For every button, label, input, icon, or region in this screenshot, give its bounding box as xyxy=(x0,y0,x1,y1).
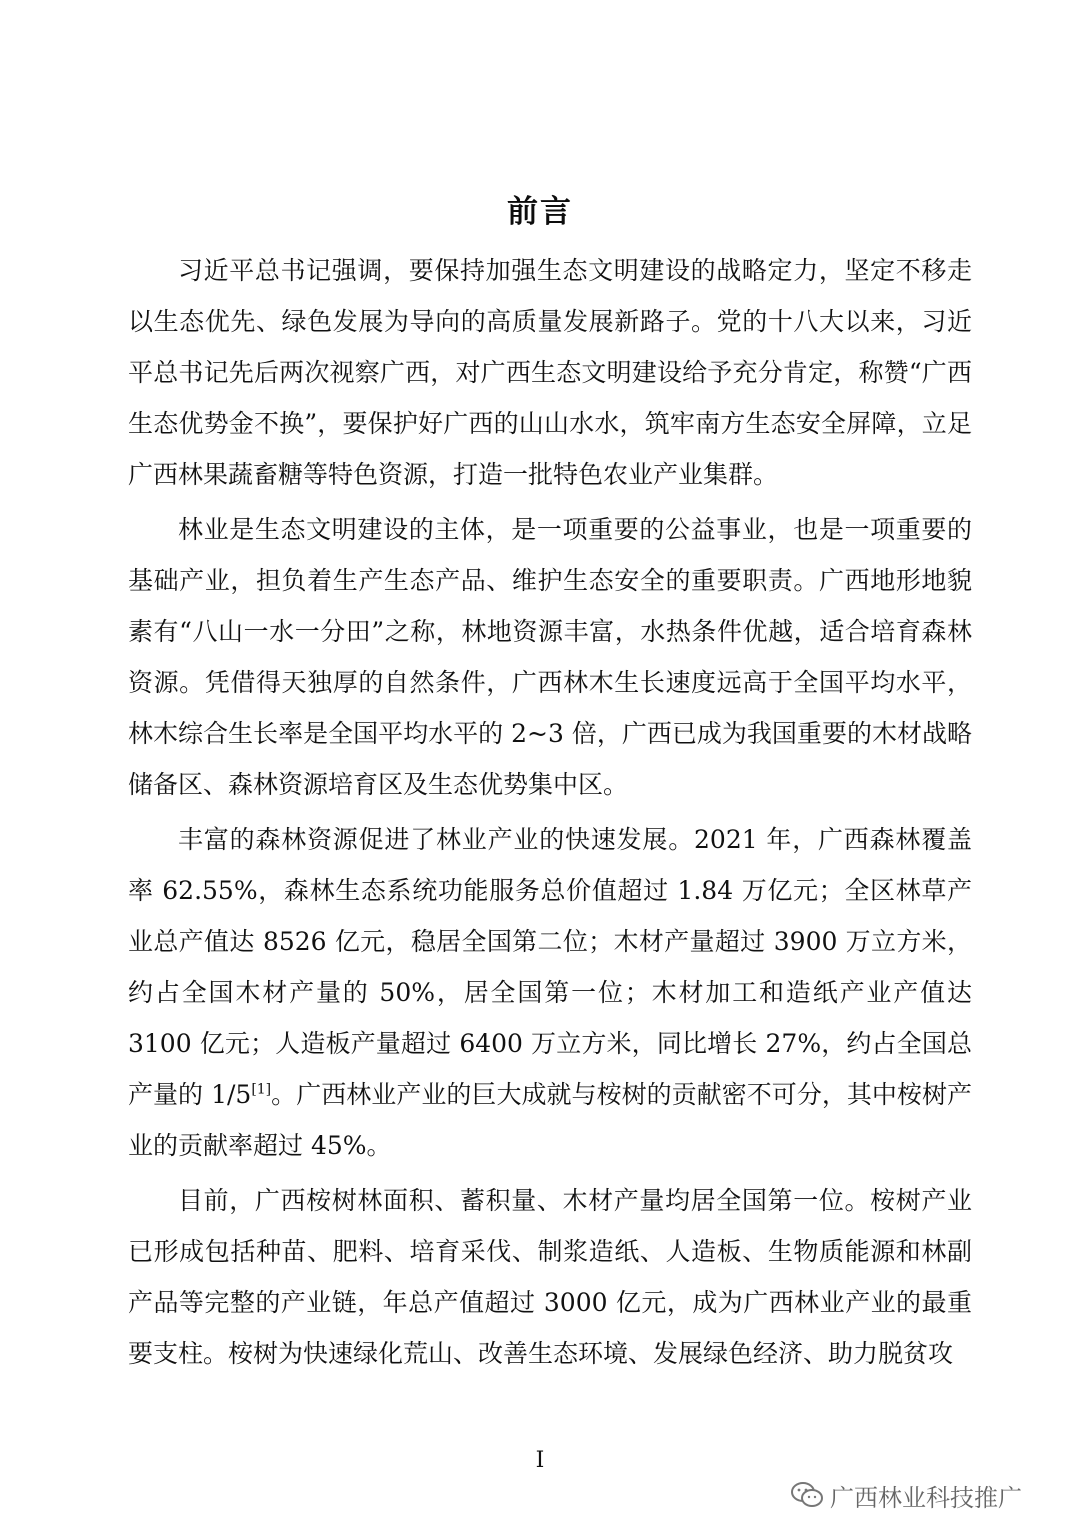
page-title: 前言 xyxy=(507,194,573,230)
document-body xyxy=(128,245,972,1383)
paragraph-4: 目前，广西桉树林面积、蓄积量、木材产量均居全国第一位。桉树产业已形成包括种苗、肥料、培育采伐、制浆造纸、人造板、生物质能源和林副产品等完整的产业链，年总产值超过 3000 亿元，成为广西林业产业的最重要支柱。桉树为快速绿化荒山、改善生态环境、发展绿色经济、助力脱贫攻 xyxy=(128,1186,972,1368)
watermark xyxy=(790,1477,1022,1513)
page-number: I xyxy=(535,1448,545,1473)
paragraph-2: 林业是生态文明建设的主体，是一项重要的公益事业，也是一项重要的基础产业，担负着生产生态产品、维护生态安全的重要职责。广西地形地貌素有“八山一水一分田”之称，林地资源丰富，水热条件优越，适合培育森林资源。凭借得天独厚的自然条件，广西林木生长速度远高于全国平均水平，林木综合生长率是全国平均水平的 2~3 倍，广西已成为我国重要的木材战略储备区、森林资源培育区及生态优势集中区。 xyxy=(128,515,972,799)
watermark-label: 广西林业科技推广 xyxy=(830,1483,1022,1512)
paragraph-3 xyxy=(128,814,972,1171)
citation-link[interactable]: [1] xyxy=(251,1081,272,1098)
paragraph-3-part-1: 丰富的森林资源促进了林业产业的快速发展。2021 年，广西森林覆盖率 62.55%，森林生态系统功能服务总价值超过 1.84 万亿元；全区林草产业总产值达 8526 亿元，稳居全国第二位；木材产量超过 3900 万立方米，约占全国木材产量的 50%，居全国第一位；木材加工和造纸产业产值达 3100 亿元；人造板产量超过 6400 万立方米，同比增长 27%，约占全国总产量的 1/5 xyxy=(128,825,972,1109)
paragraph-3-part-2: 。广西林业产业的巨大成就与桉树的贡献密不可分，其中桉树产业的贡献率超过 45%。 xyxy=(128,1080,972,1160)
wechat-icon xyxy=(790,1481,824,1509)
paragraph-1: 习近平总书记强调，要保持加强生态文明建设的战略定力，坚定不移走以生态优先、绿色发展为导向的高质量发展新路子。党的十八大以来，习近平总书记先后两次视察广西，对广西生态文明建设给予充分肯定，称赞“广西生态优势金不换”，要保护好广西的山山水水，筑牢南方生态安全屏障，立足广西林果蔬畜糖等特色资源，打造一批特色农业产业集群。 xyxy=(128,256,972,489)
